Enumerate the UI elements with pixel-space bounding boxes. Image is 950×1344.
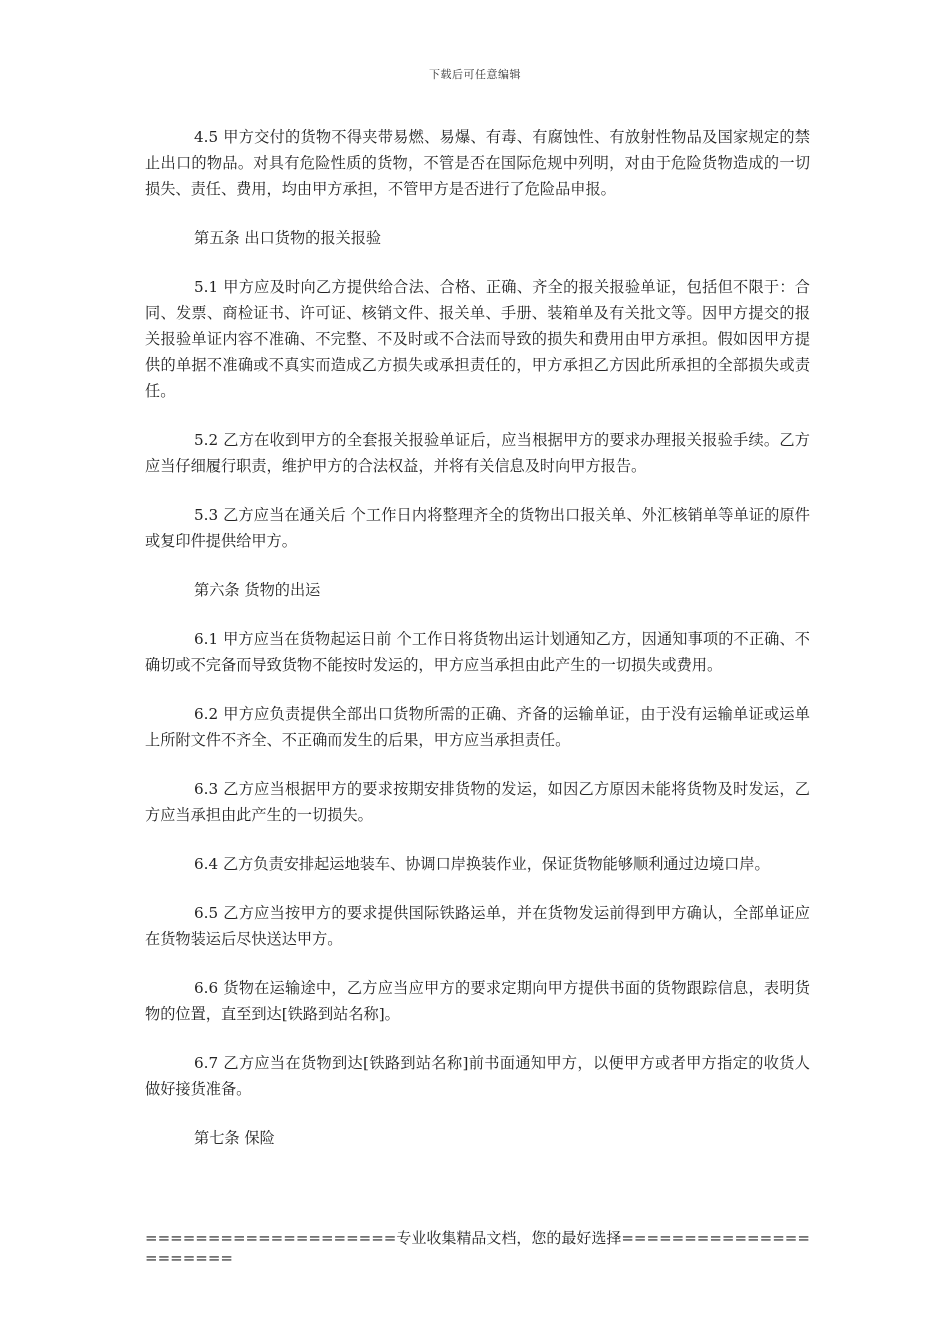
clause-6-4: 6.4 乙方负责安排起运地装车、协调口岸换装作业，保证货物能够顺利通过边境口岸。 [194,855,770,873]
page-footer: ====================专业收集精品文档，您的最好选择====================== [145,1229,810,1267]
clause-6-5: 6.5 乙方应当按甲方的要求提供国际铁路运单，并在货物发运前得到甲方确认，全部单证应在货物装运后尽快送达甲方。 [145,904,810,948]
clause-6-3: 6.3 乙方应当根据甲方的要求按期安排货物的发运，如因乙方原因未能将货物及时发运，乙方应当承担由此产生的一切损失。 [145,780,810,824]
document-body [145,124,810,1174]
page-header: 下载后可任意编辑 [429,68,521,81]
clause-6-6: 6.6 货物在运输途中，乙方应当应甲方的要求定期向甲方提供书面的货物跟踪信息，表明货物的位置，直至到达[铁路到站名称]。 [145,979,810,1023]
clause-6-2: 6.2 甲方应负责提供全部出口货物所需的正确、齐备的运输单证，由于没有运输单证或运单上所附文件不齐全、不正确而发生的后果，甲方应当承担责任。 [145,705,810,749]
clause-5-1: 5.1 甲方应及时向乙方提供给合法、合格、正确、齐全的报关报验单证，包括但不限于：合同、发票、商检证书、许可证、核销文件、报关单、手册、装箱单及有关批文等。因甲方提交的报关报验单证内容不准确、不完整、不及时或不合法而导致的损失和费用由甲方承担。假如因甲方提供的单据不准确或不真实而造成乙方损失或承担责任的，甲方承担乙方因此所承担的全部损失或责任。 [145,278,810,400]
clause-6-1: 6.1 甲方应当在货物起运日前 个工作日将货物出运计划通知乙方，因通知事项的不正确、不确切或不完备而导致货物不能按时发运的，甲方应当承担由此产生的一切损失或费用。 [145,630,810,674]
article-7-heading: 第七条 保险 [194,1129,275,1147]
article-6-heading: 第六条 货物的出运 [194,581,321,599]
article-5-heading: 第五条 出口货物的报关报验 [194,229,382,247]
clause-4-5: 4.5 甲方交付的货物不得夹带易燃、易爆、有毒、有腐蚀性、有放射性物品及国家规定的禁止出口的物品。对具有危险性质的货物，不管是否在国际危规中列明，对由于危险货物造成的一切损失、责任、费用，均由甲方承担，不管甲方是否进行了危险品申报。 [145,128,810,198]
clause-5-2: 5.2 乙方在收到甲方的全套报关报验单证后，应当根据甲方的要求办理报关报验手续。乙方应当仔细履行职责，维护甲方的合法权益，并将有关信息及时向甲方报告。 [145,431,810,475]
clause-6-7: 6.7 乙方应当在货物到达[铁路到站名称]前书面通知甲方，以便甲方或者甲方指定的收货人做好接货准备。 [145,1054,810,1098]
clause-5-3: 5.3 乙方应当在通关后 个工作日内将整理齐全的货物出口报关单、外汇核销单等单证的原件或复印件提供给甲方。 [145,506,810,550]
